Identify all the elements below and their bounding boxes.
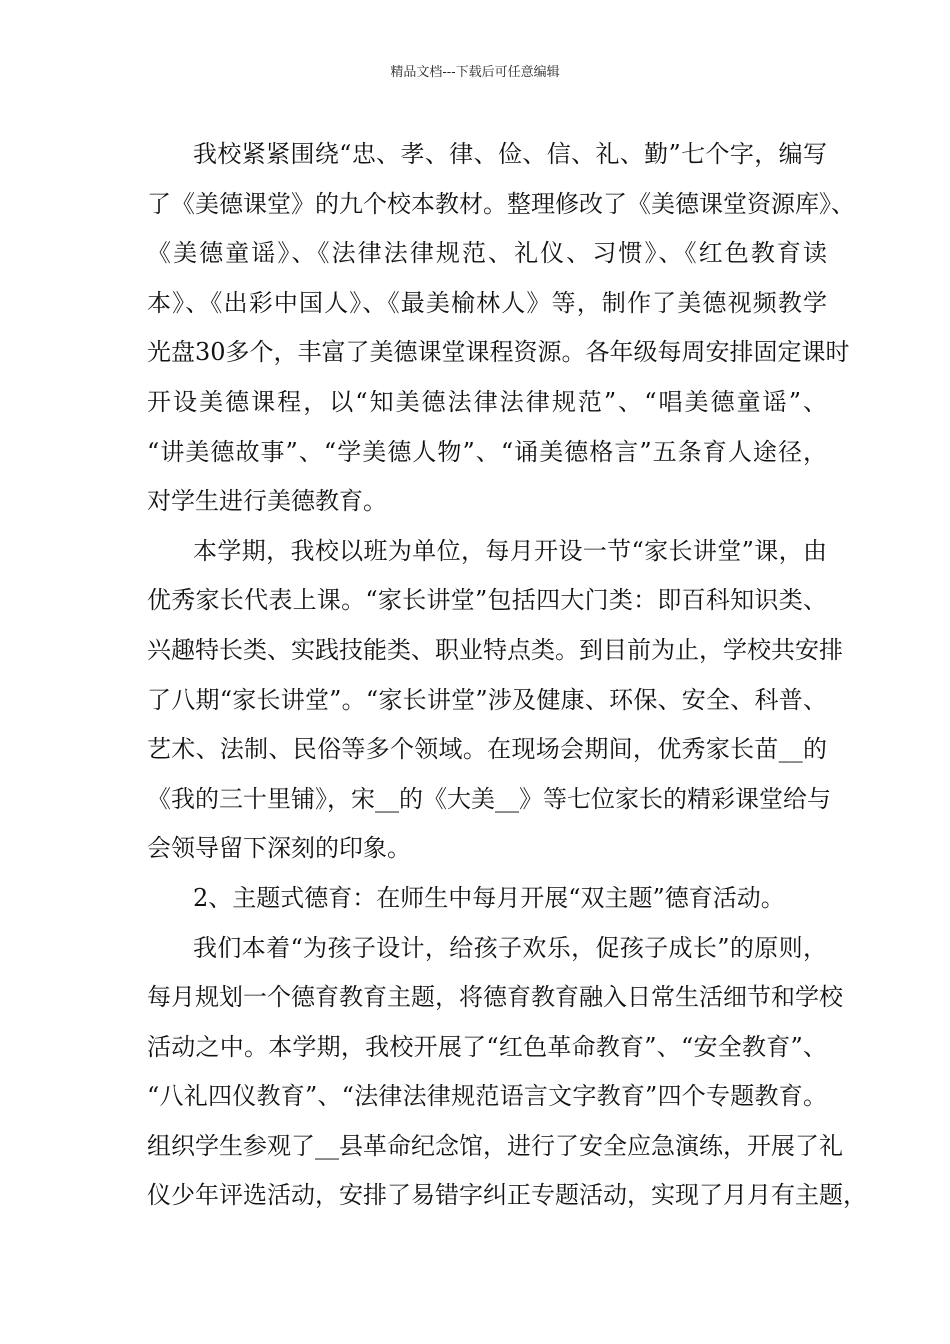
paragraph-line: 艺术、法制、民俗等多个领域。在现场会期间，优秀家长苗__的 <box>147 735 827 764</box>
paragraph-line: 本》、《出彩中国人》、《最美榆林人》等，制作了美德视频教学 <box>147 288 827 317</box>
section-heading-line: 2、主题式德育：在师生中每月开展“双主题”德育活动。 <box>193 883 785 912</box>
page-header: 精品文档---下载后可任意编辑 <box>390 65 560 80</box>
paragraph-line: 了八期“家长讲堂”。“家长讲堂”涉及健康、环保、安全、科普、 <box>147 685 827 714</box>
paragraph-line: 兴趣特长类、实践技能类、职业特点类。到目前为止，学校共安排 <box>147 635 843 664</box>
paragraph-line: “八礼四仪教育”、“法律法律规范语言文字教育”四个专题教育。 <box>147 1082 827 1111</box>
paragraph-line: 了《美德课堂》的九个校本教材。整理修改了《美德课堂资源库》、 <box>147 189 855 218</box>
paragraph-line: 我校紧紧围绕“忠、孝、律、俭、信、礼、勤”七个字，编写 <box>193 140 827 168</box>
paragraph-line: 我们本着“为孩子设计，给孩子欢乐，促孩子成长”的原则， <box>193 933 827 962</box>
paragraph-line: 仪少年评选活动，安排了易错字纠正专题活动，实现了月月有主题， <box>147 1181 867 1210</box>
paragraph-line: 对学生进行美德教育。 <box>147 487 387 516</box>
paragraph-line: 《美德童谣》、《法律法律规范、礼仪、习惯》、《红色教育读 <box>147 239 827 268</box>
paragraph-line: 本学期，我校以班为单位，每月开设一节“家长讲堂”课，由 <box>193 536 827 565</box>
document-body <box>147 130 867 1221</box>
paragraph-line: 《我的三十里铺》，宋__的《大美__》等七位家长的精彩课堂给与 <box>147 784 831 813</box>
paragraph-line: 会领导留下深刻的印象。 <box>147 834 411 863</box>
paragraph-line: 开设美德课程，以“知美德法律法律规范”、“唱美德童谣”、 <box>147 387 827 416</box>
paragraph-line: “讲美德故事”、“学美德人物”、“诵美德格言”五条育人途径， <box>147 437 827 466</box>
paragraph-line: 优秀家长代表上课。“家长讲堂”包括四大门类：即百科知识类、 <box>147 586 827 615</box>
paragraph-line: 组织学生参观了__县革命纪念馆，进行了安全应急演练，开展了礼 <box>147 1131 843 1160</box>
paragraph-line: 每月规划一个德育教育主题，将德育教育融入日常生活细节和学校 <box>147 983 843 1012</box>
paragraph-line: 活动之中。本学期，我校开展了“红色革命教育”、“安全教育”、 <box>147 1032 827 1061</box>
paragraph-line: 光盘30多个，丰富了美德课堂课程资源。各年级每周安排固定课时 <box>147 338 850 367</box>
